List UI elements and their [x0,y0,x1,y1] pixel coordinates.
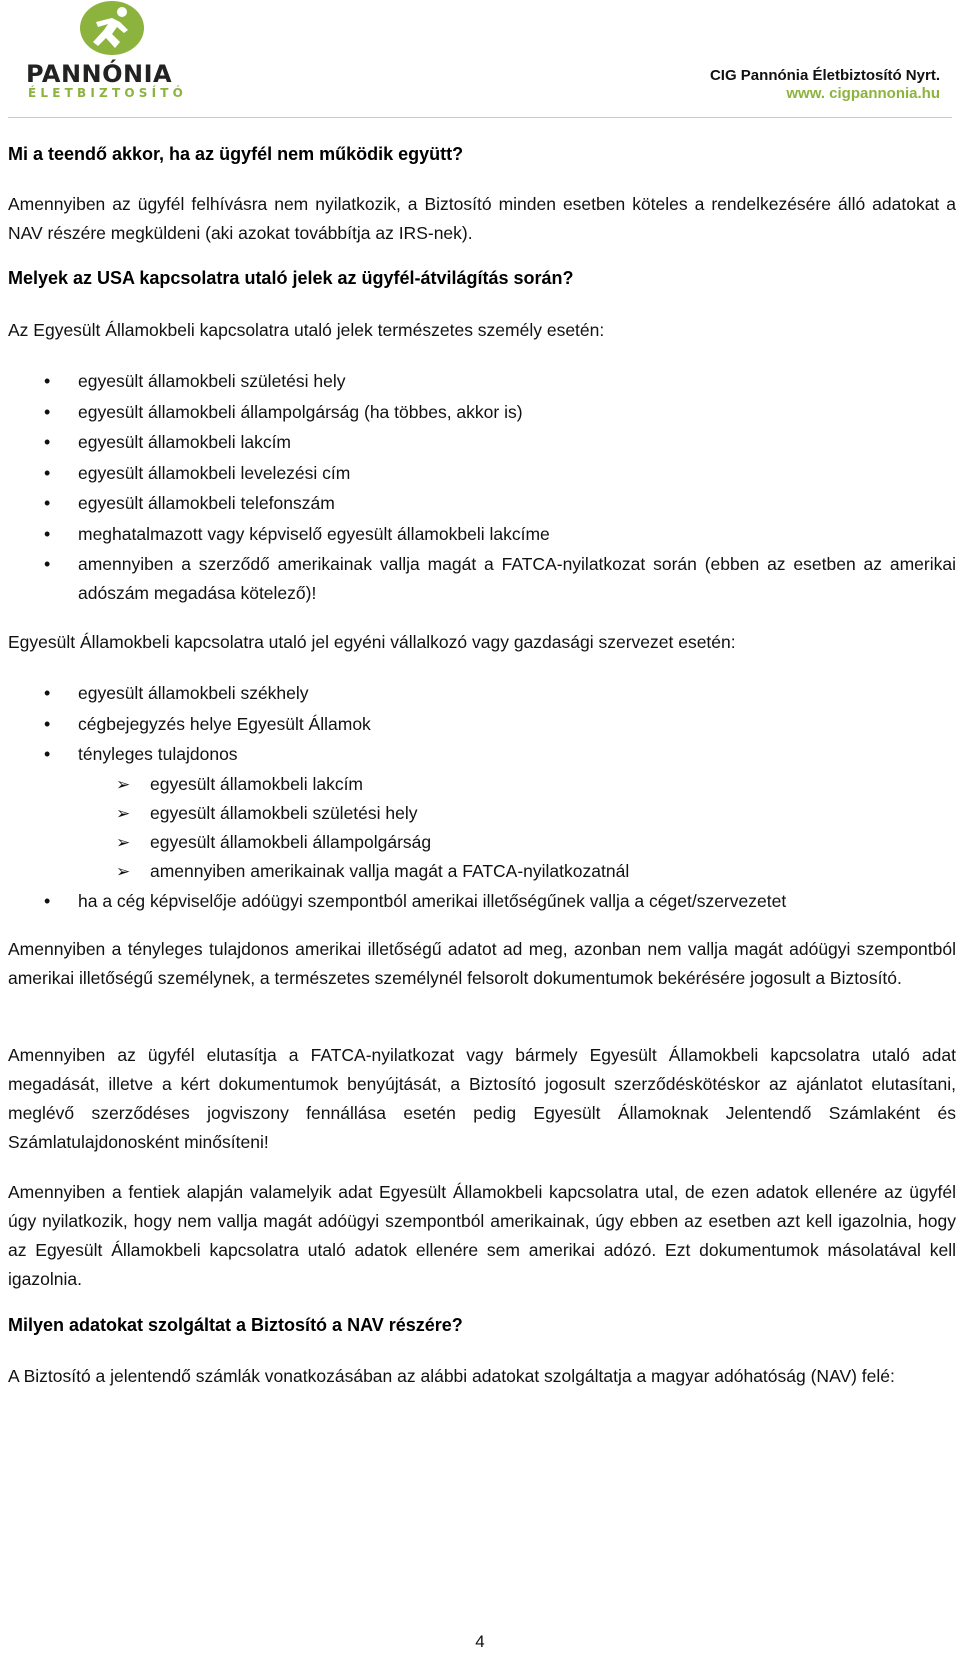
list-item: • egyesült államokbeli lakcím [8,427,956,458]
arrow-bullet-icon: ➢ [116,803,131,823]
pannonia-logo [26,0,201,110]
company-name: CIG Pannónia Életbiztosító Nyrt. [709,67,940,84]
list-item: • ha a cég képviselője adóügyi szempontból amerikai illetőségűnek vallja a céget/szervezetet [8,886,956,917]
heading-cooperation: Mi a teendő akkor, ha az ügyfél nem működik együtt? [8,144,464,164]
arrow-bullet-icon: ➢ [116,832,131,852]
list-item: • egyesült államokbeli levelezési cím [8,458,956,489]
page-number: 4 [475,1632,485,1651]
page-header [0,0,960,124]
sub-list-item [8,828,956,857]
company-info [710,67,940,103]
paragraph-non-cooperation: Amennyiben az ügyfél felhívásra nem nyilatkozik, a Biztosító minden esetben köteles a rendelkezésére álló adatokat a NAV részére megküldeni (aki azokat továbbítja az IRS-nek). [8,194,956,243]
paragraph-beneficial-owner: Amennyiben a tényleges tulajdonos amerikai illetőségű adatot ad meg, azonban nem vallja magát adóügyi szempontból amerikai illetőségű személynek, a természetes személynél felsorolt dokumentumok bekérésére jogosult a Biztosító. [8,939,956,988]
arrow-bullet-icon: ➢ [116,774,131,794]
header-divider [8,117,952,118]
sub-list-item-text: egyesült államokbeli állampolgárság [150,831,432,852]
paragraph-declaration: Amennyiben a fentiek alapján valamelyik adat Egyesült Államokbeli kapcsolatra utal, de ezen adatok ellenére az ügyfél úgy nyilatkozik, hogy nem vallja magát adóügyi szempontból amerikainak, úgy ebben az esetben azt kell igazolnia, hogy az Egyesült Államokbeli kapcsolatra utaló adatok ellenére sem amerikai adózó. Ezt dokumentumok másolatával kell igazolnia. [8,1182,956,1289]
company-url[interactable]: www. cigpannonia.hu [786,85,940,102]
list-item: • egyesült államokbeli születési hely [8,366,956,397]
running-figure-icon [78,0,146,58]
paragraph-natural-person: Az Egyesült Államokbeli kapcsolatra utaló jelek természetes személy esetén: [8,320,605,340]
entity-indicia-list [8,678,956,916]
list-item: • meghatalmazott vagy képviselő egyesült államokbeli lakcíme [8,519,956,550]
arrow-bullet-icon: ➢ [116,861,131,881]
logo-name: PANNÓNIA [26,60,173,88]
paragraph-nav-data: A Biztosító a jelentendő számlák vonatkozásában az alábbi adatokat szolgáltatja a magyar adóhatóság (NAV) felé: [8,1366,895,1386]
list-item: • egyesült államokbeli székhely [8,678,956,709]
heading-usa-indicia: Melyek az USA kapcsolatra utaló jelek az ügyfél-átvilágítás során? [8,268,574,288]
list-item: • cégbejegyzés helye Egyesült Államok [8,709,956,740]
sub-list-item [8,799,956,828]
heading-nav-data: Milyen adatokat szolgáltat a Biztosító a NAV részére? [8,1315,463,1335]
sub-list-item [8,857,956,886]
list-item: • tényleges tulajdonos [8,739,956,770]
paragraph-entity: Egyesült Államokbeli kapcsolatra utaló jel egyéni vállalkozó vagy gazdasági szervezet esetén: [8,632,736,652]
natural-person-indicia-list [8,366,956,608]
list-item: • amennyiben a szerződő amerikainak vallja magát a FATCA-nyilatkozat során (ebben az esetben az amerikai adószám megadása kötelező)! [8,550,956,608]
list-item: • egyesült államokbeli állampolgárság (ha többes, akkor is) [8,397,956,428]
paragraph-refusal: Amennyiben az ügyfél elutasítja a FATCA-nyilatkozat vagy bármely Egyesült Államokbeli kapcsolatra utaló adat megadását, illetve a kért dokumentumok benyújtását, a Biztosító jogosult szerződéskötéskor az ajánlatot elutasítani, meglévő szerződéses jogviszony fennállása esetén pedig Egyesült Államoknak Jelentendő Számlaként és Számlatulajdonosként minősíteni! [8,1045,956,1152]
list-item: • egyesült államokbeli telefonszám [8,488,956,519]
sub-list-item-text: egyesült államokbeli lakcím [150,773,364,794]
sub-list-item-text: amennyiben amerikainak vallja magát a FATCA-nyilatkozatnál [150,860,630,881]
sub-list-item-text: egyesült államokbeli születési hely [150,802,418,823]
sub-list-item [8,770,956,799]
logo-subtitle: ÉLETBIZTOSÍTÓ [28,86,188,100]
